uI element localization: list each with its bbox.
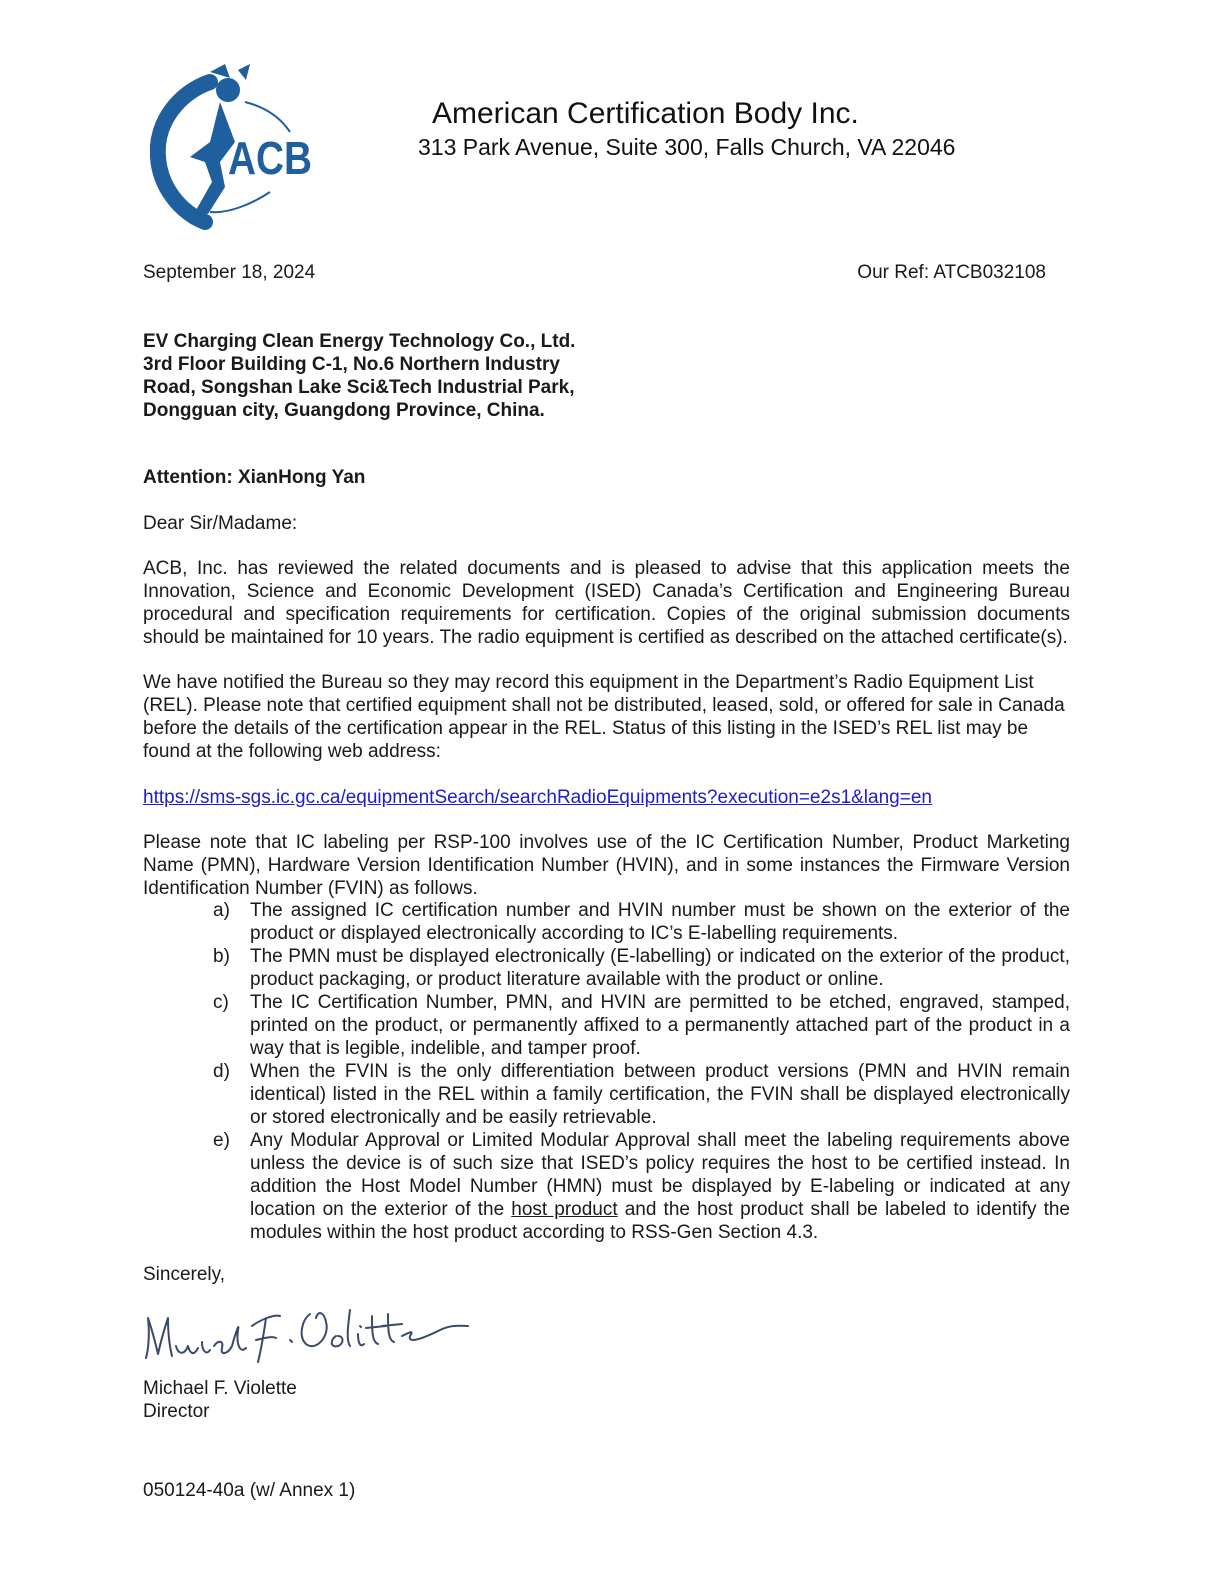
list-item <box>213 991 1070 1060</box>
list-item <box>213 1060 1070 1129</box>
handwritten-signature <box>140 1296 470 1366</box>
attention-line: Attention: XianHong Yan <box>143 467 366 488</box>
body-paragraph: Please note that IC labeling per RSP-100 involves use of the IC Certification Number, Product Marketing Name (PMN), Hardware Version Identification Number (HVIN), and in some instances the Firmware Version Identification Number (FVIN) as follows. <box>143 832 1070 899</box>
list-item-text: The IC Certification Number, PMN, and HVIN are permitted to be etched, engraved, stamped, printed on the product, or permanently affixed to a permanently attached part of the product in a way that is legible, indelible, and tamper proof. <box>250 992 1070 1059</box>
list-item <box>213 945 1070 991</box>
salutation: Dear Sir/Madame: <box>143 513 298 534</box>
recipient-address <box>143 330 703 422</box>
recipient-line: Dongguan city, Guangdong Province, China. <box>143 400 545 421</box>
labeling-requirements-list <box>213 899 1070 1244</box>
list-item-text: The PMN must be displayed electronically (E-labelling) or indicated on the exterior of the product, product packaging, or product literature available with the product or online. <box>250 946 1070 990</box>
recipient-line: EV Charging Clean Energy Technology Co., Ltd. <box>143 331 576 352</box>
list-marker: e) <box>213 1130 230 1151</box>
body-paragraph: ACB, Inc. has reviewed the related documents and is pleased to advise that this application meets the Innovation, Science and Economic Development (ISED) Canada’s Certification and Engineering Bureau procedural and specification requirements for certification. Copies of the original submission documents should be maintained for 10 years. The radio equipment is certified as described on the attached certificate(s). <box>143 558 1070 648</box>
company-name: American Certification Body Inc. <box>432 97 859 130</box>
company-address: 313 Park Avenue, Suite 300, Falls Church, VA 22046 <box>418 134 956 160</box>
host-product-term: host product <box>511 1199 618 1220</box>
acb-logo <box>150 62 318 234</box>
list-marker: d) <box>213 1061 230 1082</box>
rel-search-link[interactable]: https://sms-sgs.ic.gc.ca/equipmentSearch/searchRadioEquipments?execution=e2s1&lang=en <box>143 787 932 808</box>
logo-text: ACB <box>228 132 312 184</box>
list-marker: c) <box>213 992 229 1013</box>
list-item-text: Any Modular Approval or Limited Modular Approval shall meet the labeling requirements above unless the device is of such size that ISED’s policy requires the host to be certified instead. In addition the Host Model Number (HMN) must be displayed by E-labeling or indicated at any location on the exterior of the <box>250 1130 1070 1220</box>
list-item-text: The assigned IC certification number and HVIN number must be shown on the exterior of the product or displayed electronically according to IC’s E-labelling requirements. <box>250 900 1070 944</box>
signer-title: Director <box>143 1401 210 1422</box>
list-item <box>213 899 1070 945</box>
list-marker: a) <box>213 900 230 921</box>
list-item-text: and the host product shall be labeled to identify the modules within the host product according to RSS-Gen Section 4.3. <box>250 1199 1070 1243</box>
document-code: 050124-40a (w/ Annex 1) <box>143 1480 356 1501</box>
letter-date: September 18, 2024 <box>143 262 316 283</box>
list-item-text: When the FVIN is the only differentiation between product versions (PMN and HVIN remain identical) listed in the REL within a family certification, the FVIN shall be displayed electronically or stored electronically and be easily retrievable. <box>250 1061 1070 1128</box>
signer-name: Michael F. Violette <box>143 1378 297 1399</box>
recipient-line: Road, Songshan Lake Sci&Tech Industrial Park, <box>143 377 575 398</box>
list-item <box>213 1129 1070 1244</box>
list-marker: b) <box>213 946 230 967</box>
recipient-line: 3rd Floor Building C-1, No.6 Northern Industry <box>143 354 560 375</box>
body-paragraph: We have notified the Bureau so they may record this equipment in the Department’s Radio Equipment List (REL). Please note that certified equipment shall not be distributed, leased, sold, or offered for sale in Canada before the details of the certification appear in the REL. Status of this listing in the ISED’s REL list may be found at the following web address: <box>143 672 1065 762</box>
reference-number: Our Ref: ATCB032108 <box>857 262 1046 283</box>
closing: Sincerely, <box>143 1264 226 1285</box>
